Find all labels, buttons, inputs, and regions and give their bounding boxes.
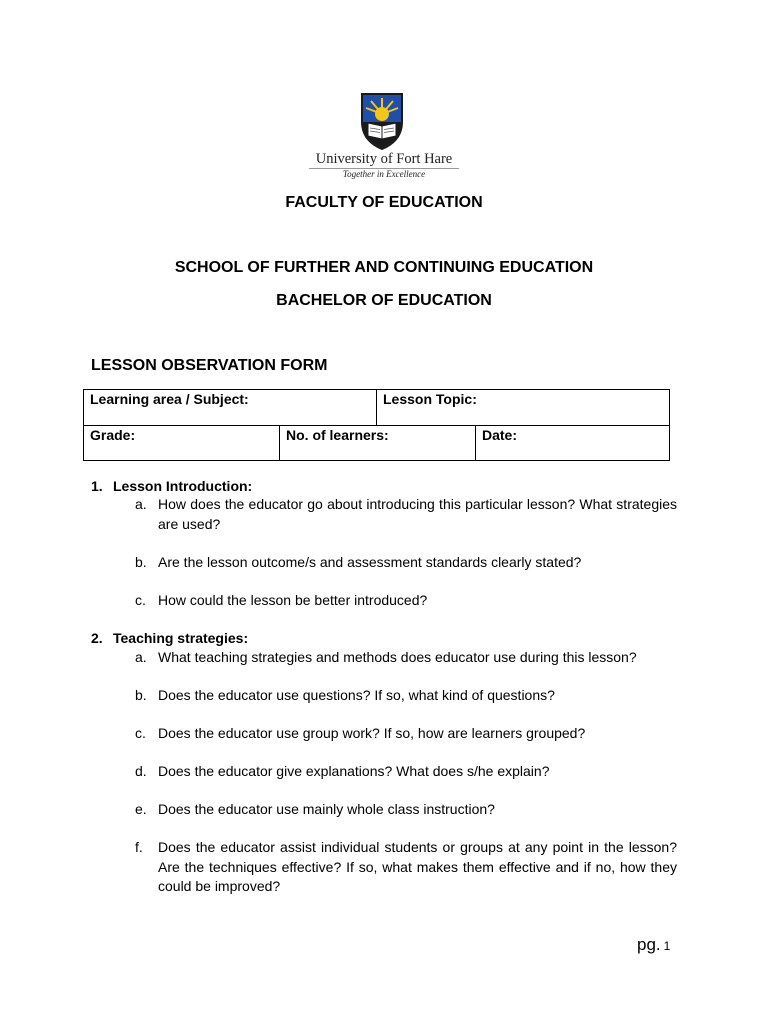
grade-cell[interactable] xyxy=(83,425,280,461)
learners-label: No. of learners: xyxy=(286,427,389,443)
learning-area-label: Learning area / Subject: xyxy=(90,391,249,407)
school-heading: SCHOOL OF FURTHER AND CONTINUING EDUCATION xyxy=(174,259,594,276)
item-letter: a. xyxy=(135,649,147,665)
university-name: University of Fort Hare xyxy=(315,151,453,167)
section-title: Teaching strategies: xyxy=(113,630,249,646)
page-label: pg. xyxy=(637,935,661,954)
degree-heading: BACHELOR OF EDUCATION xyxy=(276,292,492,309)
item-text: What teaching strategies and methods does educator use during this lesson? xyxy=(158,649,637,665)
section-title: Lesson Introduction: xyxy=(113,478,253,494)
university-crest-icon xyxy=(359,92,405,150)
list-item xyxy=(135,800,677,820)
date-cell[interactable] xyxy=(475,425,670,461)
list-item xyxy=(135,495,677,534)
item-letter: c. xyxy=(135,725,146,741)
item-text: Does the educator give explanations? What does s/he explain? xyxy=(158,763,550,779)
item-letter: b. xyxy=(135,687,147,703)
page-number-value: 1 xyxy=(663,939,671,953)
item-text: Does the educator assist individual students or groups at any point in the lesson? Are the techniques effective? If so, what makes them effective and if no, how they could be improved? xyxy=(158,839,677,894)
item-text: How could the lesson be better introduced? xyxy=(158,592,428,608)
lesson-info-table xyxy=(83,389,670,461)
university-tagline: Together in Excellence xyxy=(342,169,426,179)
date-label: Date: xyxy=(482,427,518,443)
lesson-topic-label: Lesson Topic: xyxy=(383,391,477,407)
list-item xyxy=(135,724,677,744)
item-text: Does the educator use group work? If so, how are learners grouped? xyxy=(158,725,586,741)
section-lesson-introduction xyxy=(91,478,252,494)
item-letter: e. xyxy=(135,801,147,817)
lesson-topic-cell[interactable] xyxy=(376,389,670,426)
list-item xyxy=(135,648,677,668)
item-text: Does the educator use questions? If so, what kind of questions? xyxy=(158,687,555,703)
learning-area-cell[interactable] xyxy=(83,389,377,426)
list-item xyxy=(135,838,677,897)
item-text: Are the lesson outcome/s and assessment standards clearly stated? xyxy=(158,554,582,570)
section-number: 1. xyxy=(91,478,103,494)
section-teaching-strategies xyxy=(91,630,248,646)
item-letter: d. xyxy=(135,763,147,779)
item-letter: f. xyxy=(135,839,143,855)
university-logo xyxy=(307,92,461,182)
grade-label: Grade: xyxy=(90,427,136,443)
learners-cell[interactable] xyxy=(279,425,476,461)
list-item xyxy=(135,591,677,611)
page-number xyxy=(637,935,670,955)
item-letter: a. xyxy=(135,496,147,512)
item-text: Does the educator use mainly whole class instruction? xyxy=(158,801,495,817)
item-letter: c. xyxy=(135,592,146,608)
item-text: How does the educator go about introducing this particular lesson? What strategies are used? xyxy=(158,496,677,532)
form-title: LESSON OBSERVATION FORM xyxy=(91,357,328,374)
list-item xyxy=(135,762,677,782)
list-item xyxy=(135,686,677,706)
section-number: 2. xyxy=(91,630,103,646)
item-letter: b. xyxy=(135,554,147,570)
faculty-heading: FACULTY OF EDUCATION xyxy=(285,194,483,211)
list-item xyxy=(135,553,677,573)
